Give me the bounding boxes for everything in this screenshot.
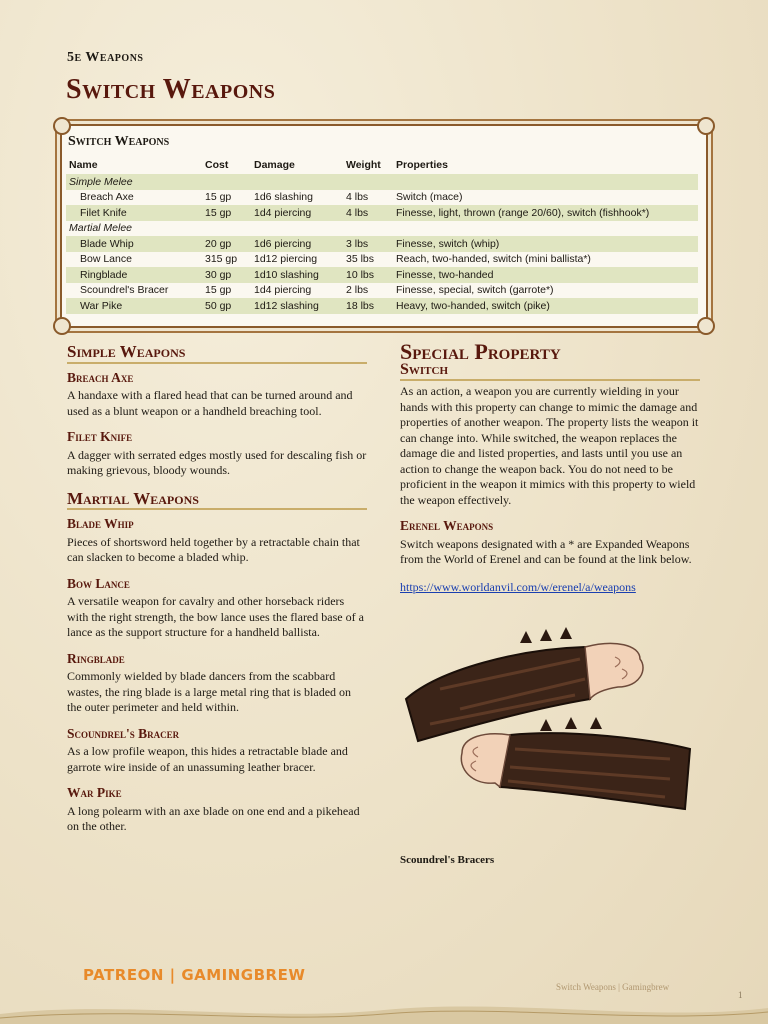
- footer-note: Switch Weapons | Gamingbrew: [556, 982, 670, 992]
- cell-cost: 20 gp: [202, 236, 251, 252]
- table-category-row: [66, 174, 698, 190]
- page-title: Switch Weapons: [66, 74, 276, 105]
- cell-damage: 1d6 piercing: [251, 236, 343, 252]
- cell-cost: 30 gp: [202, 267, 251, 283]
- weapons-table: [66, 156, 698, 314]
- entry-title-filet-knife: Filet Knife: [67, 429, 133, 444]
- entry-title-bow-lance: Bow Lance: [67, 575, 130, 591]
- frame-corner-ornament: [697, 117, 715, 135]
- erenel-weapons-link[interactable]: https://www.worldanvil.com/w/erenel/a/weapons: [400, 579, 636, 594]
- entry-text-bow-lance: A versatile weapon for cavalry and other horseback riders with the right strength, the bow lance uses the flared base of a lance as the support structure for a handheld ballista.: [67, 594, 364, 639]
- entry-text-blade-whip: Pieces of shortsword held together by a retractable chain that can slacken to become a bladed whip.: [67, 534, 360, 564]
- cell-name: Filet Knife: [66, 205, 202, 221]
- entry-title-ringblade: Ringblade: [67, 650, 125, 666]
- cell-weight: 35 lbs: [346, 253, 375, 266]
- entry-title-war-pike: War Pike: [67, 785, 122, 800]
- cell-name: Blade Whip: [66, 236, 202, 252]
- col-properties: Properties: [396, 159, 448, 171]
- entry-text-war-pike: A long polearm with an axe blade on one end and a pikehead on the other.: [67, 803, 360, 833]
- cell-name: Bow Lance: [80, 253, 132, 266]
- cell-cost: 315 gp: [205, 253, 238, 266]
- cell-damage: 1d10 slashing: [251, 267, 343, 283]
- entry-text-bracer: As a low profile weapon, this hides a retractable blade and garrote wire inside of an unassuming leather bracer.: [67, 744, 348, 774]
- cell-cost: 15 gp: [202, 205, 251, 221]
- table-row: [66, 252, 698, 268]
- col-cost: Cost: [205, 159, 229, 171]
- illustration-caption: Scoundrel's Bracers: [400, 854, 495, 866]
- col-name: Name: [69, 159, 98, 171]
- entry-title-switch: Switch: [400, 362, 700, 382]
- table-row: [66, 267, 698, 283]
- cell-damage: 1d4 piercing: [251, 205, 343, 221]
- cell-damage: 1d12 slashing: [251, 298, 343, 314]
- cell-properties: Switch (mace): [396, 191, 463, 204]
- cell-damage: 1d6 slashing: [254, 191, 313, 204]
- left-column: [67, 344, 367, 839]
- col-weight: Weight: [346, 159, 381, 171]
- right-column: [400, 339, 700, 869]
- cell-weight: 2 lbs: [346, 284, 369, 297]
- cell-cost: 15 gp: [205, 191, 232, 204]
- cell-name: War Pike: [66, 298, 202, 314]
- page-kicker: 5e Weapons: [67, 50, 144, 65]
- table-row: [66, 205, 698, 221]
- frame-corner-ornament: [53, 117, 71, 135]
- cell-name: Ringblade: [66, 267, 202, 283]
- table-row: [66, 190, 698, 206]
- table-row: [66, 298, 698, 314]
- table-title: Switch Weapons: [68, 134, 170, 149]
- section-heading-simple: Simple Weapons: [67, 344, 367, 364]
- cell-properties: Reach, two-handed, switch (mini ballista*): [396, 253, 591, 266]
- cell-weight: 18 lbs: [343, 298, 393, 314]
- entry-text-breach-axe: A handaxe with a flared head that can be turned around and used as a blunt weapon or a handheld breaching tool.: [67, 388, 353, 418]
- category-cell: Martial Melee: [69, 222, 133, 235]
- cell-damage: 1d4 piercing: [254, 284, 312, 297]
- category-cell: Simple Melee: [66, 174, 698, 190]
- cell-properties: Finesse, switch (whip): [393, 236, 698, 252]
- footer-ornament: [0, 996, 768, 1024]
- footer-brand: PATREON | GAMINGBREW: [83, 966, 306, 984]
- entry-title-erenel: Erenel Weapons: [400, 518, 494, 533]
- entry-title-bracer: Scoundrel's Bracer: [67, 725, 180, 741]
- bracers-illustration: [400, 619, 700, 849]
- cell-name: Scoundrel's Bracer: [80, 284, 169, 297]
- table-category-row: [66, 221, 698, 237]
- section-heading-special: Special Property: [400, 339, 561, 364]
- cell-properties: Heavy, two-handed, switch (pike): [393, 298, 698, 314]
- cell-damage: 1d12 piercing: [254, 253, 318, 266]
- table-header-row: [66, 156, 698, 174]
- entry-text-ringblade: Commonly wielded by blade dancers from the scabbard wastes, the ring blade is a large metal ring that is bladed on the outer perimeter and held within.: [67, 669, 352, 714]
- section-heading-martial: Martial Weapons: [67, 491, 367, 511]
- cell-cost: 15 gp: [205, 284, 232, 297]
- cell-weight: 4 lbs: [343, 205, 393, 221]
- cell-properties: Finesse, light, thrown (range 20/60), switch (fishhook*): [393, 205, 698, 221]
- entry-title-blade-whip: Blade Whip: [67, 516, 134, 531]
- table-row: [66, 283, 698, 299]
- frame-corner-ornament: [697, 317, 715, 335]
- cell-name: Breach Axe: [80, 191, 134, 204]
- entry-text-erenel: Switch weapons designated with a * are Expanded Weapons from the World of Erenel and can be found at the link below.: [400, 536, 692, 566]
- weapons-table-frame: [60, 124, 708, 328]
- cell-weight: 4 lbs: [346, 191, 369, 204]
- page-number: 1: [738, 990, 743, 1000]
- col-damage: Damage: [254, 159, 295, 171]
- entry-title-breach-axe: Breach Axe: [67, 369, 134, 385]
- cell-weight: 3 lbs: [343, 236, 393, 252]
- cell-properties: Finesse, two-handed: [393, 267, 698, 283]
- cell-weight: 10 lbs: [343, 267, 393, 283]
- cell-properties: Finesse, special, switch (garrote*): [396, 284, 554, 297]
- frame-corner-ornament: [53, 317, 71, 335]
- table-row: [66, 236, 698, 252]
- cell-cost: 50 gp: [202, 298, 251, 314]
- entry-text-filet-knife: A dagger with serrated edges mostly used for descaling fish or making grievous, bloody wounds.: [67, 447, 367, 477]
- entry-text-switch: As an action, a weapon you are currently wielding in your hands with this property can change to mimic the damage and properties of another weapon. The property lists the weapon it can change into. While switched, the weapon replaces the damage die and listed properties, and lasts until you use an action to change the weapon back. You do not need to be proficient in the weapon it mimics with this property to wield the weapon effectively.: [400, 384, 699, 507]
